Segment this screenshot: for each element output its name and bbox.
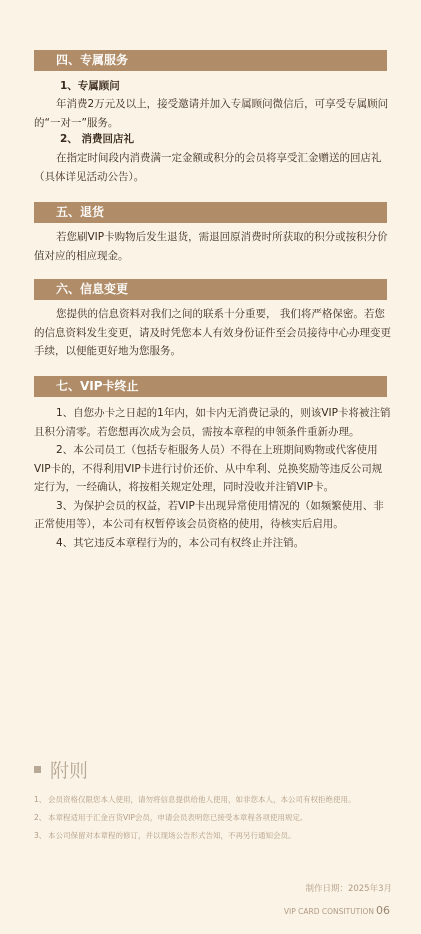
paragraph-3: 3、为保护会员的权益，若VIP卡出现异常使用情况的（如频繁使用、非正常使用等），本公司有权暂停该会员资格的使用，待核实后启用。 bbox=[34, 499, 384, 530]
note-number: 3、 bbox=[34, 831, 47, 840]
appendix-title-text: 附则 bbox=[50, 760, 89, 782]
paragraph: 在指定时间段内消费满一定金额或积分的会员将享受汇金赠送的回店礼（具体详见活动公告）。 bbox=[34, 152, 382, 183]
appendix-notes bbox=[34, 792, 394, 843]
note-number: 2、 bbox=[34, 813, 47, 822]
appendix-title bbox=[34, 758, 88, 784]
appendix-note-3 bbox=[34, 828, 394, 843]
appendix-note-2 bbox=[34, 810, 394, 825]
section-body-info-change bbox=[34, 305, 391, 361]
paragraph-2: 2、本公司员工（包括专柜服务人员）不得在上班期间购物或代客使用VIP卡的，不得利用VIP卡进行讨价还价、从中牟利、兑换奖励等违反公司规定行为，一经确认，将按相关规定处理，同时没收并注销VIP卡。 bbox=[34, 444, 383, 493]
paragraph: 您提供的信息资料对我们之间的联系十分重要， 我们将严格保密。若您的信息资料发生变更，请及时凭您本人有效身份证件至会员接待中心办理变更手续，以便能更好地为您服务。 bbox=[34, 308, 391, 357]
paragraph-1: 1、自您办卡之日起的1年内，如卡内无消费记录的，则该VIP卡将被注销且积分清零。若您想再次成为会员，需按本章程的申领条件重新办理。 bbox=[34, 407, 391, 438]
appendix-note-1 bbox=[34, 792, 394, 807]
section-body-returns bbox=[34, 228, 391, 265]
section-body-vip-termination bbox=[34, 404, 391, 552]
item-body-return-gift bbox=[34, 149, 391, 186]
section-header-vip-termination: 七、VIP卡终止 bbox=[34, 376, 387, 397]
production-date: 制作日期：2025年3月 bbox=[305, 884, 392, 894]
item-body-exclusive-advisor bbox=[34, 95, 391, 132]
section-header-returns: 五、退货 bbox=[34, 202, 387, 223]
note-number: 1、 bbox=[34, 795, 47, 804]
page-footer bbox=[284, 904, 390, 917]
page-number: 06 bbox=[376, 904, 390, 917]
section-header-exclusive-service: 四、专属服务 bbox=[34, 50, 387, 71]
note-text: 本公司保留对本章程的修订，并以现场公告形式告知，不再另行通知会员。 bbox=[48, 831, 296, 840]
footer-caption: VIP CARD CONSITUTION bbox=[283, 907, 374, 916]
square-bullet-icon bbox=[34, 766, 41, 773]
note-text: 会员资格仅限您本人使用，请勿将信息提供给他人使用，如非您本人，本公司有权拒绝使用。 bbox=[48, 795, 356, 804]
paragraph: 年消费2万元及以上，接受邀请并加入专属顾问微信后，可享受专属顾问的“一对一”服务。 bbox=[34, 98, 389, 129]
item-title-exclusive-advisor: 1、专属顾问 bbox=[60, 80, 120, 92]
paragraph: 若您刷VIP卡购物后发生退货，需退回原消费时所获取的积分或按积分价值对应的相应现金。 bbox=[34, 231, 388, 262]
paragraph-4: 4、其它违反本章程行为的，本公司有权终止并注销。 bbox=[56, 536, 305, 549]
section-header-info-change: 六、信息变更 bbox=[34, 279, 387, 300]
note-text: 本章程适用于汇金百货VIP会员，申请会员表明您已接受本章程各项使用规定。 bbox=[48, 813, 308, 822]
item-title-return-gift: 2、 消费回店礼 bbox=[60, 133, 134, 145]
